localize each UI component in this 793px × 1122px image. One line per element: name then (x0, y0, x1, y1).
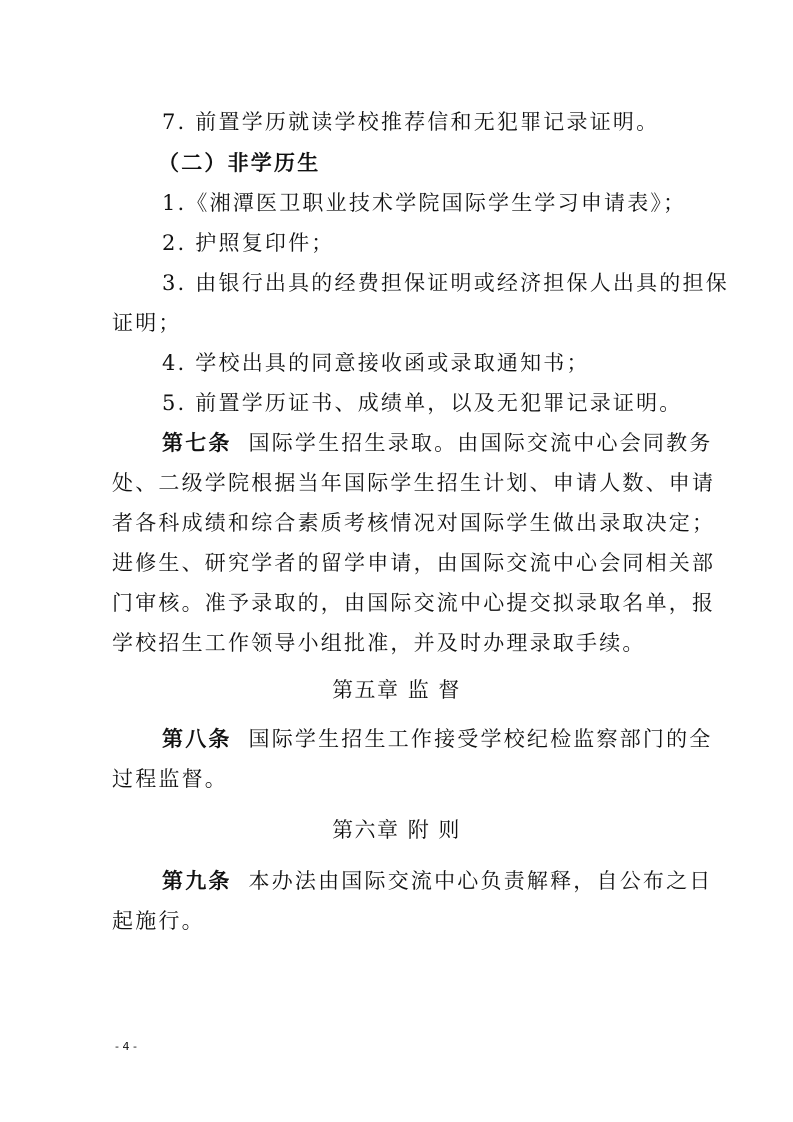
list-item-5: 5. 前置学历证书、成绩单，以及无犯罪记录证明。 (162, 391, 683, 415)
article-8-text: 国际学生招生工作接受学校纪检监察部门的全 (248, 727, 713, 751)
article-7-line: 进修生、研究学者的留学申请，由国际交流中心会同相关部 (112, 551, 716, 575)
article-7-line: 处、二级学院根据当年国际学生招生计划、申请人数、申请 (112, 471, 716, 495)
article-9-line: 起施行。 (112, 909, 205, 933)
article-7-label: 第七条 (162, 431, 232, 455)
article-7-line: 学校招生工作领导小组批准，并及时办理录取手续。 (112, 631, 646, 655)
article-9-first-line (162, 866, 713, 896)
article-7-line: 门审核。准予录取的，由国际交流中心提交拟录取名单，报 (112, 591, 716, 615)
article-7-line: 者各科成绩和综合素质考核情况对国际学生做出录取决定； (112, 511, 716, 535)
article-7-first-line (162, 428, 713, 458)
article-9-text: 本办法由国际交流中心负责解释，自公布之日 (248, 869, 713, 893)
chapter-5-heading: 第五章 监 督 (332, 678, 461, 702)
list-item-2: 2. 护照复印件； (162, 231, 335, 255)
list-item-7: 7. 前置学历就读学校推荐信和无犯罪记录证明。 (162, 110, 660, 134)
article-8-label: 第八条 (162, 727, 232, 751)
section-heading-non-degree: （二）非学历生 (158, 151, 321, 175)
list-item-3-cont: 证明； (112, 311, 182, 335)
article-8-first-line (162, 724, 713, 754)
list-item-3: 3. 由银行出具的经费担保证明或经济担保人出具的担保 (162, 271, 729, 295)
list-item-1: 1.《湘潭医卫职业技术学院国际学生学习申请表》； (162, 191, 687, 215)
article-9-label: 第九条 (162, 869, 232, 893)
chapter-6-heading: 第六章 附 则 (332, 818, 461, 842)
article-8-line: 过程监督。 (112, 767, 228, 791)
article-7-text: 国际学生招生录取。由国际交流中心会同教务 (248, 431, 713, 455)
list-item-4: 4. 学校出具的同意接收函或录取通知书； (162, 351, 590, 375)
page-number: - 4 - (115, 1040, 137, 1053)
